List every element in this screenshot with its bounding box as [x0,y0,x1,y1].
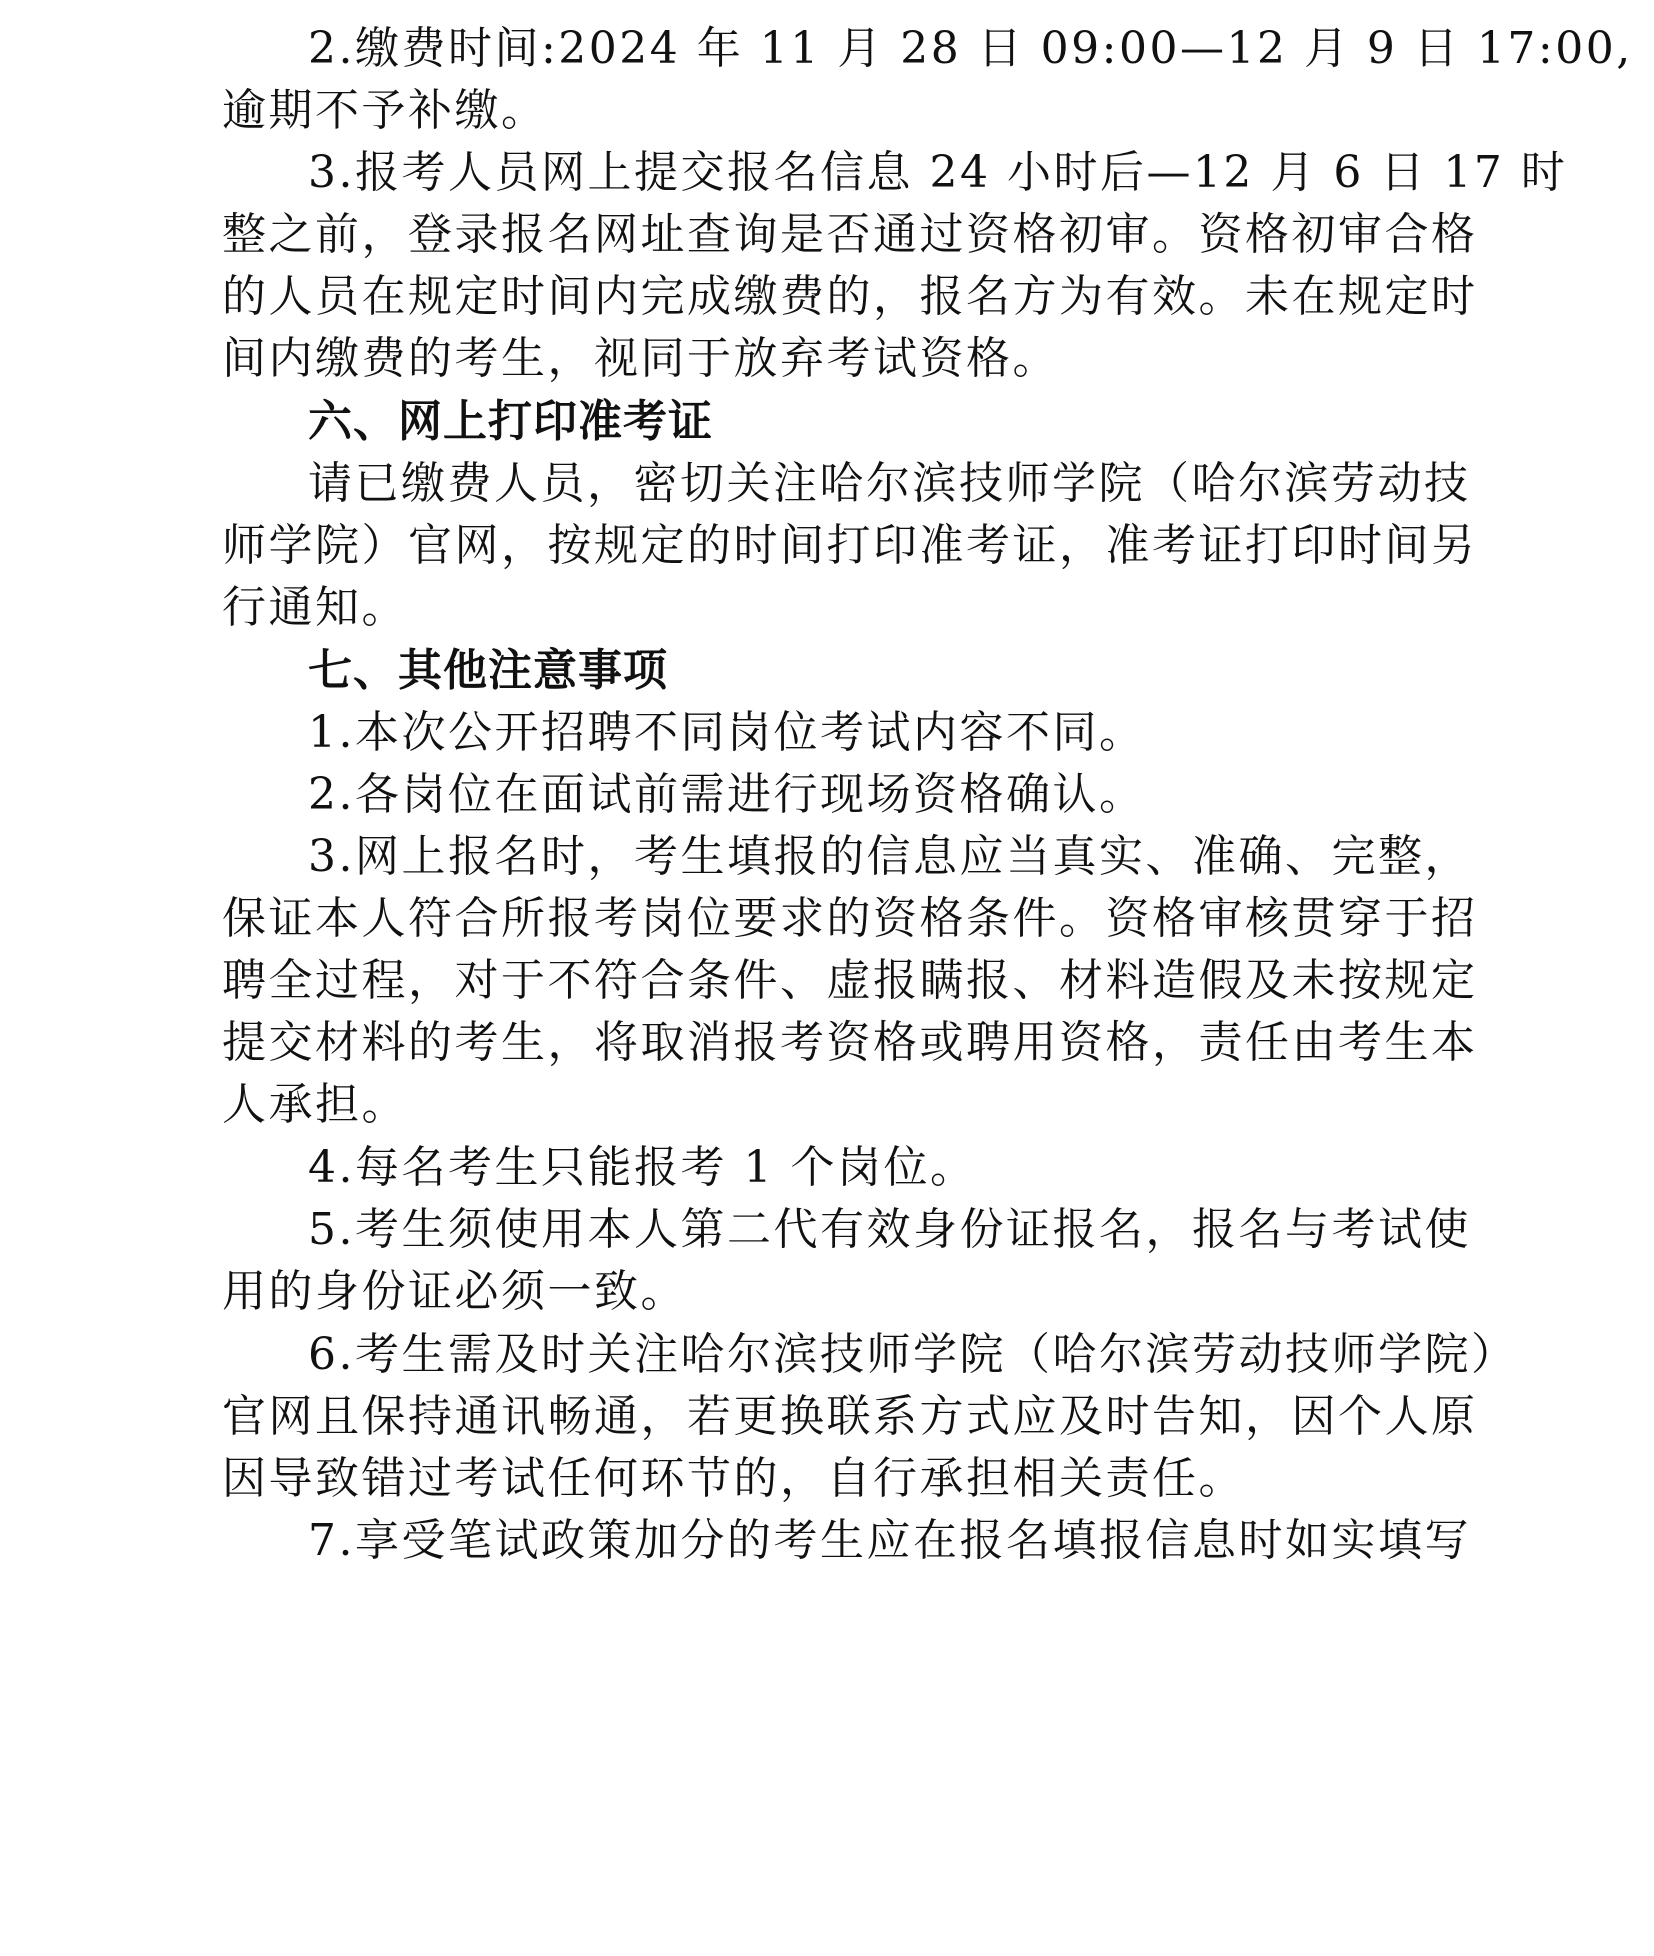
section-heading: 七、其他注意事项 [308,645,668,696]
text-line: 间内缴费的考生，视同于放弃考试资格。 [222,333,1059,384]
text-line: 6.考生需及时关注哈尔滨技师学院（哈尔滨劳动技师学院） [308,1329,1518,1380]
text-line: 3.报考人员网上提交报名信息 24 小时后—12 月 6 日 17 时 [308,147,1568,198]
text-line: 聘全过程，对于不符合条件、虚报瞒报、材料造假及未按规定 [222,955,1478,1006]
text-line: 行通知。 [222,582,408,633]
text-line: 3.网上报名时，考生填报的信息应当真实、准确、完整， [308,831,1471,882]
text-line: 5.考生须使用本人第二代有效身份证报名，报名与考试使 [308,1204,1471,1255]
text-line: 用的身份证必须一致。 [222,1266,687,1317]
text-line: 4.每名考生只能报考 1 个岗位。 [308,1142,977,1193]
text-line: 1.本次公开招聘不同岗位考试内容不同。 [308,707,1146,758]
section-heading: 六、网上打印准考证 [308,396,713,447]
text-line: 的人员在规定时间内完成缴费的，报名方为有效。未在规定时 [222,271,1478,322]
text-line: 2.各岗位在面试前需进行现场资格确认。 [308,769,1146,820]
text-line: 人承担。 [222,1079,408,1130]
text-line: 2.缴费时间:2024 年 11 月 28 日 09:00—12 月 9 日 17:00, [308,23,1633,74]
text-line: 整之前，登录报名网址查询是否通过资格初审。资格初审合格 [222,209,1478,260]
text-line: 7.享受笔试政策加分的考生应在报名填报信息时如实填写 [308,1515,1471,1566]
text-line: 因导致错过考试任何环节的，自行承担相关责任。 [222,1453,1245,1504]
text-line: 请已缴费人员，密切关注哈尔滨技师学院（哈尔滨劳动技 [308,458,1471,509]
text-line: 逾期不予补缴。 [222,85,548,136]
text-line: 官网且保持通讯畅通，若更换联系方式应及时告知，因个人原 [222,1391,1478,1442]
text-line: 师学院）官网，按规定的时间打印准考证，准考证打印时间另 [222,520,1478,571]
text-line: 提交材料的考生，将取消报考资格或聘用资格，责任由考生本 [222,1017,1478,1068]
text-line: 保证本人符合所报考岗位要求的资格条件。资格审核贯穿于招 [222,893,1478,944]
